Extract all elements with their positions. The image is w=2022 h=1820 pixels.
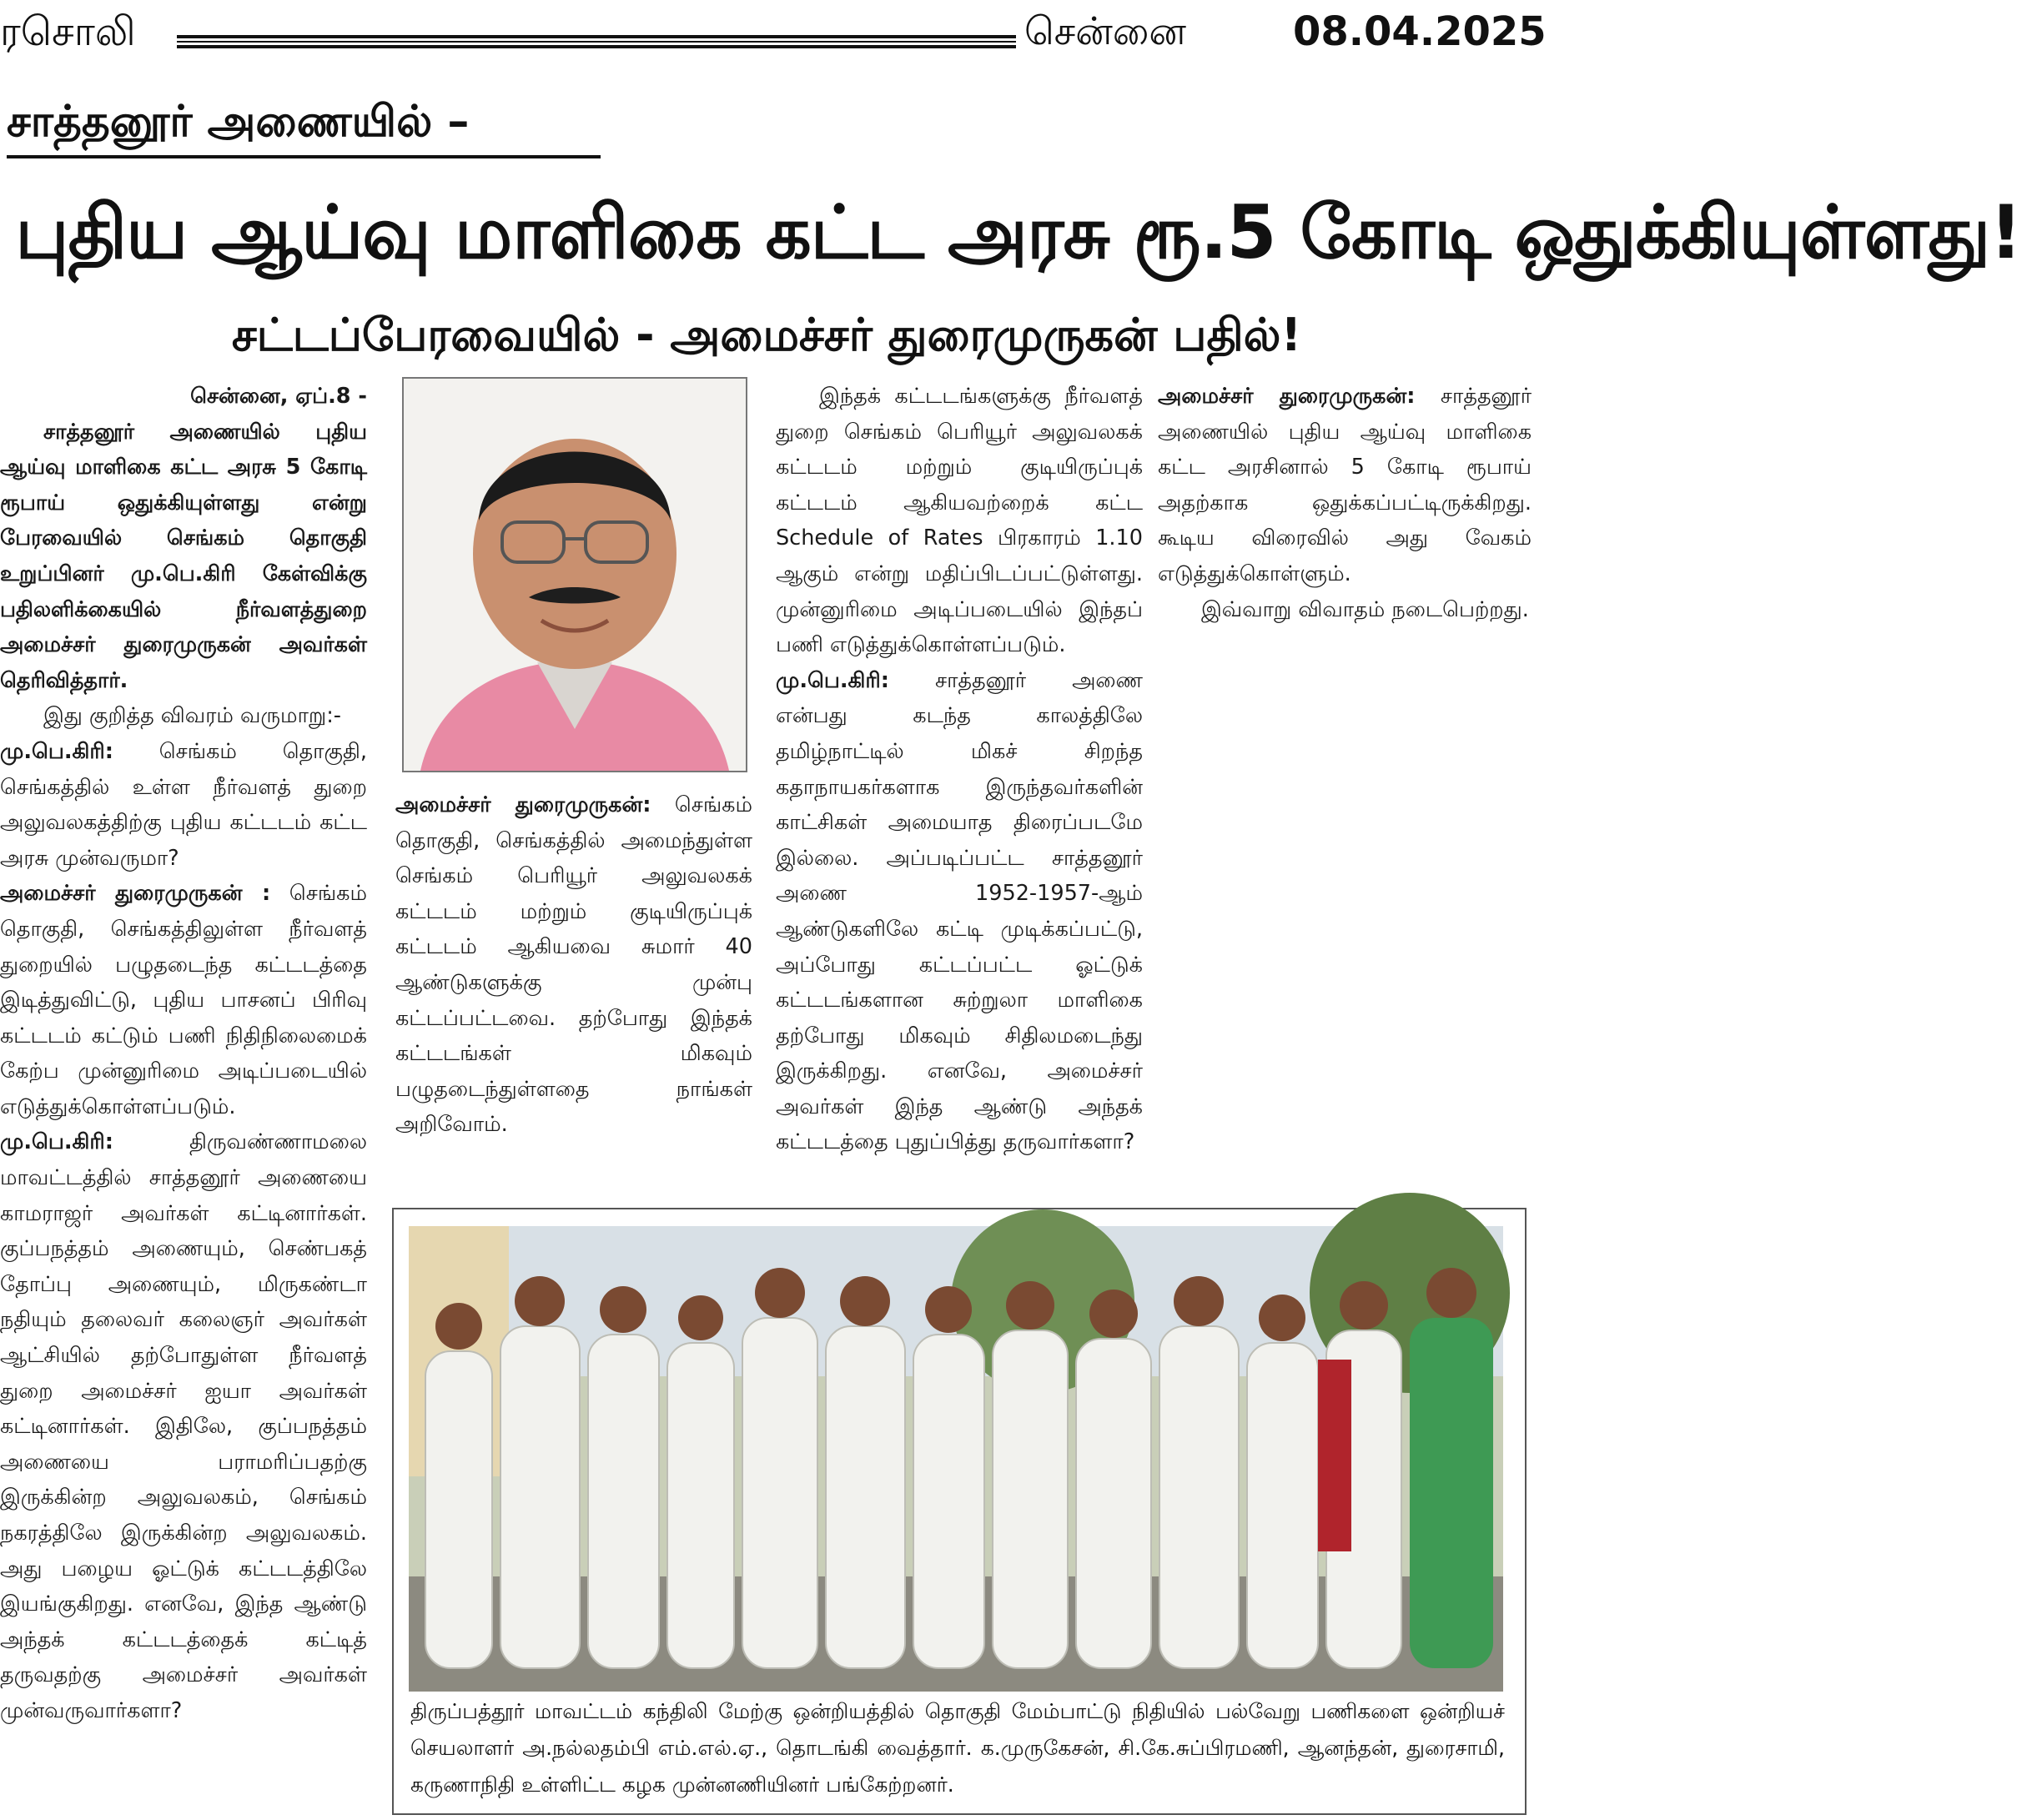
speaker-label: மு.பெ.கிரி: <box>0 1129 113 1155</box>
group-photo-caption: திருப்பத்தூர் மாவட்டம் கந்திலி மேற்கு ஒன்றியத்தில் தொகுதி மேம்பாட்டு நிதியில் பல்வேறு பணிகளை ஒன்றியச் செயலாளர் அ.நல்லதம்பி எம்.எல்.ஏ., தொடங்கி வைத்தார். க.முருகேசன், சி.கே.சுப்பிரமணி, ஆனந்தன், துரைசாமி, கருணாநிதி உள்ளிட்ட கழக முன்னணியினர் பங்கேற்றனர். <box>410 1699 1505 1797</box>
speaker-label: மு.பெ.கிரி: <box>0 738 113 764</box>
closing-paragraph: இவ்வாறு விவாதம் நடைபெற்றது. <box>1201 596 1529 622</box>
article-headline: புதிய ஆய்வு மாளிகை கட்ட அரசு ரூ.5 கோடி ஒதுக்கியுள்ளது! <box>15 189 2022 275</box>
question-text: சாத்தனூர் அணை என்பது கடந்த காலத்திலே தமிழ்நாட்டில் மிகச் சிறந்த கதாநாயகர்களாக இருந்தவர்களின் காட்சிகள் அமையாத திரைப்படமே இல்லை. அப்படிப்பட்ட சாத்தனூர் அணை 1952-1957-ஆம் ஆண்டுகளிலே கட்டி முடிக்கப்பட்டு, அப்போது கட்டப்பட்ட ஓட்டுக் கட்டடங்களான சுற்றுலா மாளிகை தற்போது மிகவும் சிதிலமடைந்து இருக்கிறது. எனவே, அமைச்சர் அவர்கள் இந்த ஆண்டு அந்தக் கட்டடத்தை புதுப்பித்து தருவார்களா? <box>776 667 1143 1155</box>
masthead <box>0 0 1547 79</box>
answer-text: சாத்தனூர் அணையில் புதிய ஆய்வு மாளிகை கட்ட அரசினால் 5 கோடி ரூபாய் அதற்காக ஒதுக்கப்பட்டிருக்கிறது. கூடிய விரைவில் அது வேகம் எடுத்துக்கொள்ளும். <box>1158 384 1532 586</box>
answer-2-paragraph-2: இந்தக் கட்டடங்களுக்கு நீர்வளத் துறை செங்கம் பெரியூர் அலுவலகக் கட்டடம் மற்றும் குடியிருப்புக் கட்டடம் ஆகியவற்றைக் கட்ட Schedule of Rates பிரகாரம் 1.10 ஆகும் என்று மதிப்பிடப்பட்டுள்ளது. முன்னுரிமை அடிப்படையில் இந்தப் பணி எடுத்துக்கொள்ளப்படும். <box>776 384 1143 658</box>
speaker-label: அமைச்சர் துரைமுருகன்: <box>395 792 651 817</box>
dateline: சென்னை, ஏப்.8 - <box>190 384 367 409</box>
masthead-date: 08.04.2025 <box>1293 8 1547 55</box>
speaker-label: அமைச்சர் துரைமுருகன்: <box>1158 384 1416 409</box>
speaker-label: மு.பெ.கிரி: <box>776 667 889 693</box>
article-subhead: சட்டப்பேரவையில் - அமைச்சர் துரைமுருகன் பதில்! <box>231 309 1302 361</box>
answer-1 <box>0 876 367 1124</box>
answer-2-continued <box>395 787 752 1143</box>
answer-text: செங்கம் தொகுதி, செங்கத்திலுள்ள நீர்வளத் துறையில் பழுதடைந்த கட்டடத்தை இடித்துவிட்டு, புதிய பாசனப் பிரிவு கட்டடம் கட்டும் பணி நிதிநிலைமைக் கேற்ப முன்னுரிமை அடிப்படையில் எடுத்துக்கொள்ளப்படும். <box>0 881 368 1119</box>
group-photo <box>409 1226 1503 1692</box>
question-3 <box>776 663 1143 1160</box>
question-text: திருவண்ணாமலை மாவட்டத்தில் சாத்தனூர் அணையை காமராஜர் அவர்கள் கட்டினார்கள். குப்பநத்தம் அணையும், செண்பகத் தோப்பு அணையும், மிருகண்டா நதியும் தலைவர் கலைஞர் அவர்கள் ஆட்சியில் தற்போதுள்ள நீர்வளத் துறை அமைச்சர் ஐயா அவர்கள் கட்டினார்கள். இதிலே, குப்பநத்தம் அணையை பராமரிப்பதற்கு இருக்கின்ற அலுவலகம், செங்கம் நகரத்திலே இருக்கின்ற அலுவலகம். அது பழைய ஓட்டுக் கட்டடத்திலே இயங்குகிறது. எனவே, இந்த ஆண்டு அந்தக் கட்டடத்தைக் கட்டித் தருவதற்கு அமைச்சர் அவர்கள் முன்வருவார்களா? <box>0 1129 367 1723</box>
answer-text: செங்கம் தொகுதி, செங்கத்தில் அமைந்துள்ள செங்கம் பெரியூர் அலுவலகக் கட்டடம் மற்றும் குடியிருப்புக் கட்டடம் ஆகியவை சுமார் 40 ஆண்டுகளுக்கு முன்பு கட்டப்பட்டவை. தற்போது இந்தக் கட்டடங்கள் மிகவும் பழுதடைந்துள்ளதை நாங்கள் அறிவோம். <box>395 792 752 1138</box>
article-kicker: சாத்தனூர் அணையில் – <box>7 90 601 158</box>
question-1 <box>0 734 367 876</box>
question-text: செங்கம் தொகுதி, செங்கத்தில் உள்ள நீர்வளத் துறை அலுவலகத்திற்கு புதிய கட்டடம் கட்ட அரசு முன்வருமா? <box>0 738 368 871</box>
article-column-3 <box>776 379 1143 1160</box>
masthead-city: சென்னை <box>1024 8 1187 53</box>
intro-paragraph: இது குறித்த விவரம் வருமாறு:- <box>43 703 341 729</box>
portrait-illustration <box>404 379 746 771</box>
answer-3 <box>1158 379 1532 592</box>
newspaper-name: ரசொலி <box>0 8 136 55</box>
article-column-1 <box>0 379 367 1729</box>
question-2 <box>0 1124 367 1728</box>
article-column-4 <box>1158 379 1532 627</box>
minister-portrait-photo <box>402 377 747 772</box>
article-column-2 <box>395 787 752 1143</box>
lead-paragraph: சாத்தனூர் அணையில் புதிய ஆய்வு மாளிகை கட்ட அரசு 5 கோடி ரூபாய் ஒதுக்கியுள்ளது என்று பேரவையில் செங்கம் தொகுதி உறுப்பினர் மு.பெ.கிரி கேள்விக்கு பதிலளிக்கையில் நீர்வளத்துறை அமைச்சர் துரைமுருகன் அவர்கள் தெரிவித்தார். <box>0 419 367 693</box>
group-photo-illustration <box>409 1226 1503 1692</box>
masthead-rule <box>177 35 1016 48</box>
speaker-label: அமைச்சர் துரைமுருகன் : <box>0 881 271 907</box>
